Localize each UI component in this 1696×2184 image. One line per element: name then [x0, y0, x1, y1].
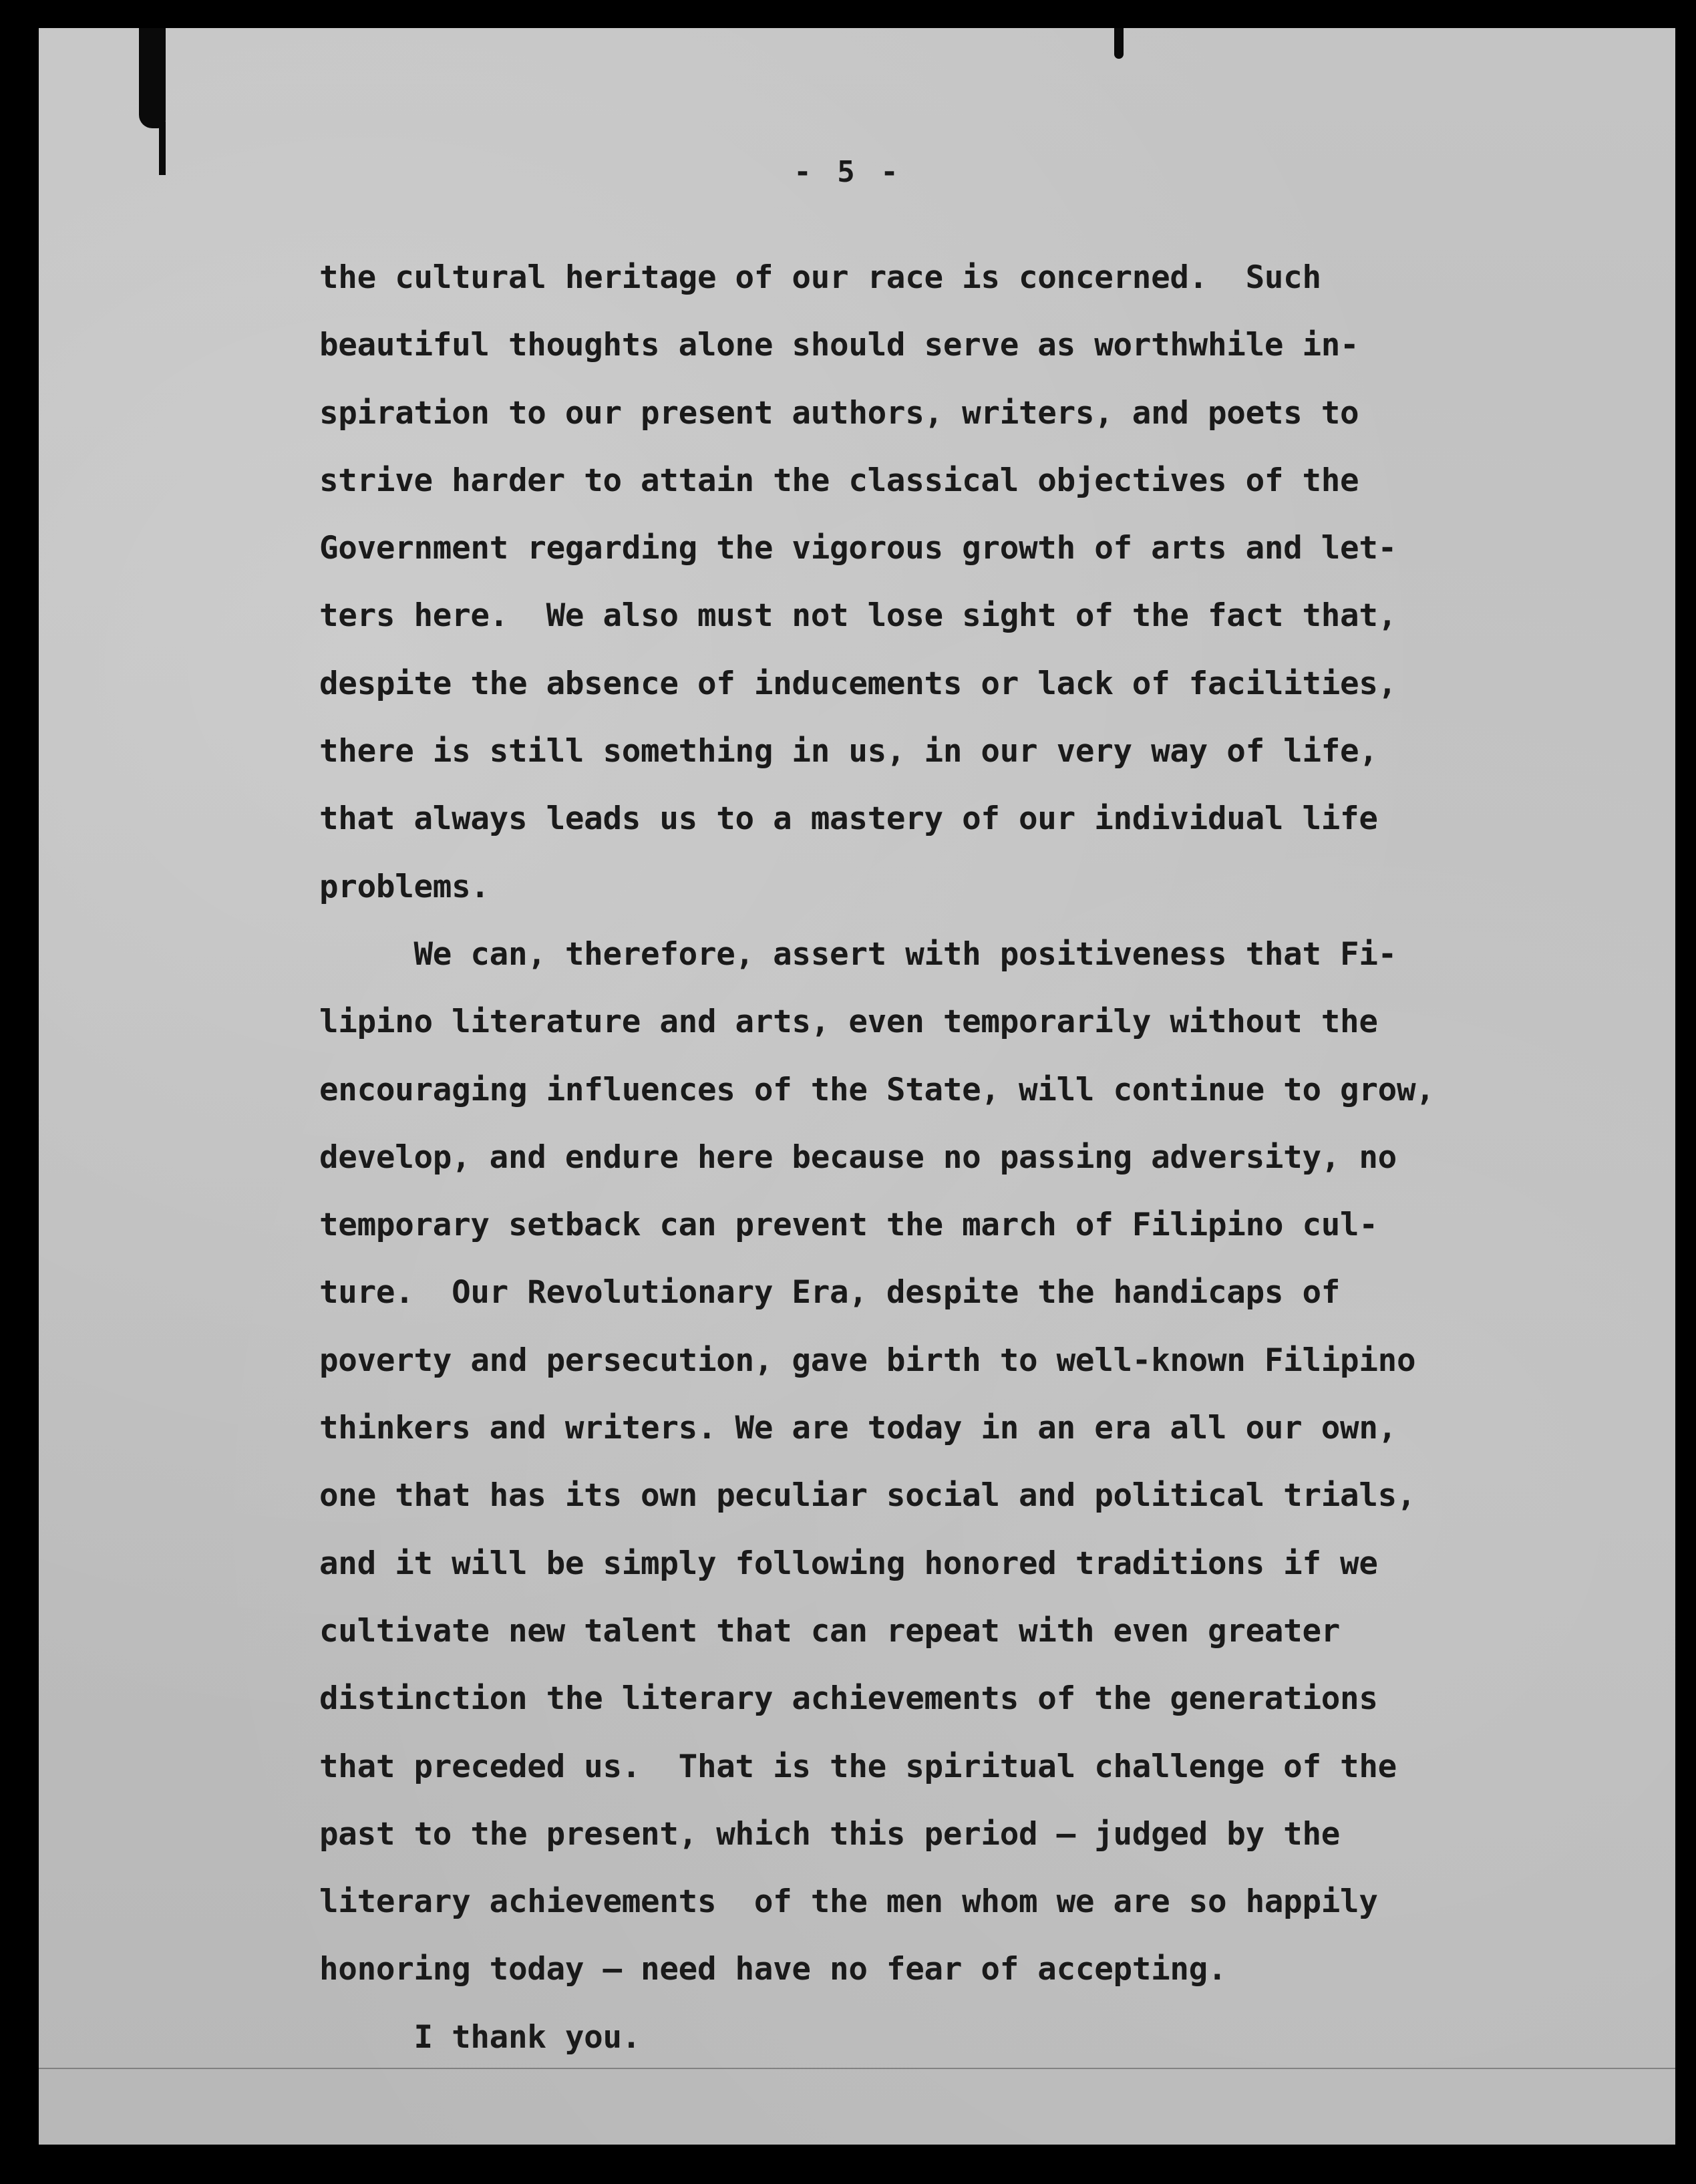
text-line: literary achievements of the men whom we are so happily — [319, 1883, 1378, 1921]
text-line: honoring today — need have no fear of accepting. — [319, 1951, 1227, 1988]
text-line: and it will be simply following honored traditions if we — [319, 1545, 1378, 1582]
text-line: develop, and endure here because no passing adversity, no — [319, 1138, 1397, 1176]
text-line: encouraging influences of the State, will continue to grow, — [319, 1071, 1435, 1108]
text-line: there is still something in us, in our very way of life, — [319, 733, 1378, 770]
text-line: ters here. We also must not lose sight of the fact that, — [319, 597, 1397, 635]
text-line: past to the present, which this period — judged by the — [319, 1815, 1341, 1853]
text-line: poverty and persecution, gave birth to well-known Filipino — [319, 1342, 1416, 1379]
text-line: cultivate new talent that can repeat with even greater — [319, 1612, 1341, 1650]
text-line: the cultural heritage of our race is concerned. Such — [319, 259, 1321, 296]
text-line: strive harder to attain the classical objectives of the — [319, 462, 1359, 499]
typed-body-text — [319, 257, 1522, 2084]
text-line: Government regarding the vigorous growth of arts and let- — [319, 530, 1397, 567]
text-line: lipino literature and arts, even temporarily without the — [319, 1003, 1378, 1041]
text-line: spiration to our present authors, writers, and poets to — [319, 394, 1359, 432]
text-line: despite the absence of inducements or lack of facilities, — [319, 665, 1397, 702]
text-line: I thank you. — [319, 2018, 641, 2056]
text-line: We can, therefore, assert with positiveness that Fi- — [319, 935, 1397, 973]
text-line: ture. Our Revolutionary Era, despite the handicaps of — [319, 1274, 1341, 1311]
text-line: problems. — [319, 868, 490, 905]
scan-tear-mark-left — [139, 28, 166, 128]
scan-tear-mark-top — [1114, 28, 1124, 59]
text-line: thinkers and writers. We are today in an era all our own, — [319, 1410, 1397, 1447]
text-line: beautiful thoughts alone should serve as worthwhile in- — [319, 327, 1359, 364]
text-line: distinction the literary achievements of the generations — [319, 1680, 1378, 1718]
text-line: that preceded us. That is the spiritual challenge of the — [319, 1748, 1397, 1785]
text-line: that always leads us to a mastery of our individual life — [319, 800, 1378, 838]
page-number: - 5 - — [794, 155, 902, 189]
text-line: temporary setback can prevent the march of Filipino cul- — [319, 1207, 1378, 1244]
text-line: one that has its own peculiar social and political trials, — [319, 1477, 1416, 1515]
